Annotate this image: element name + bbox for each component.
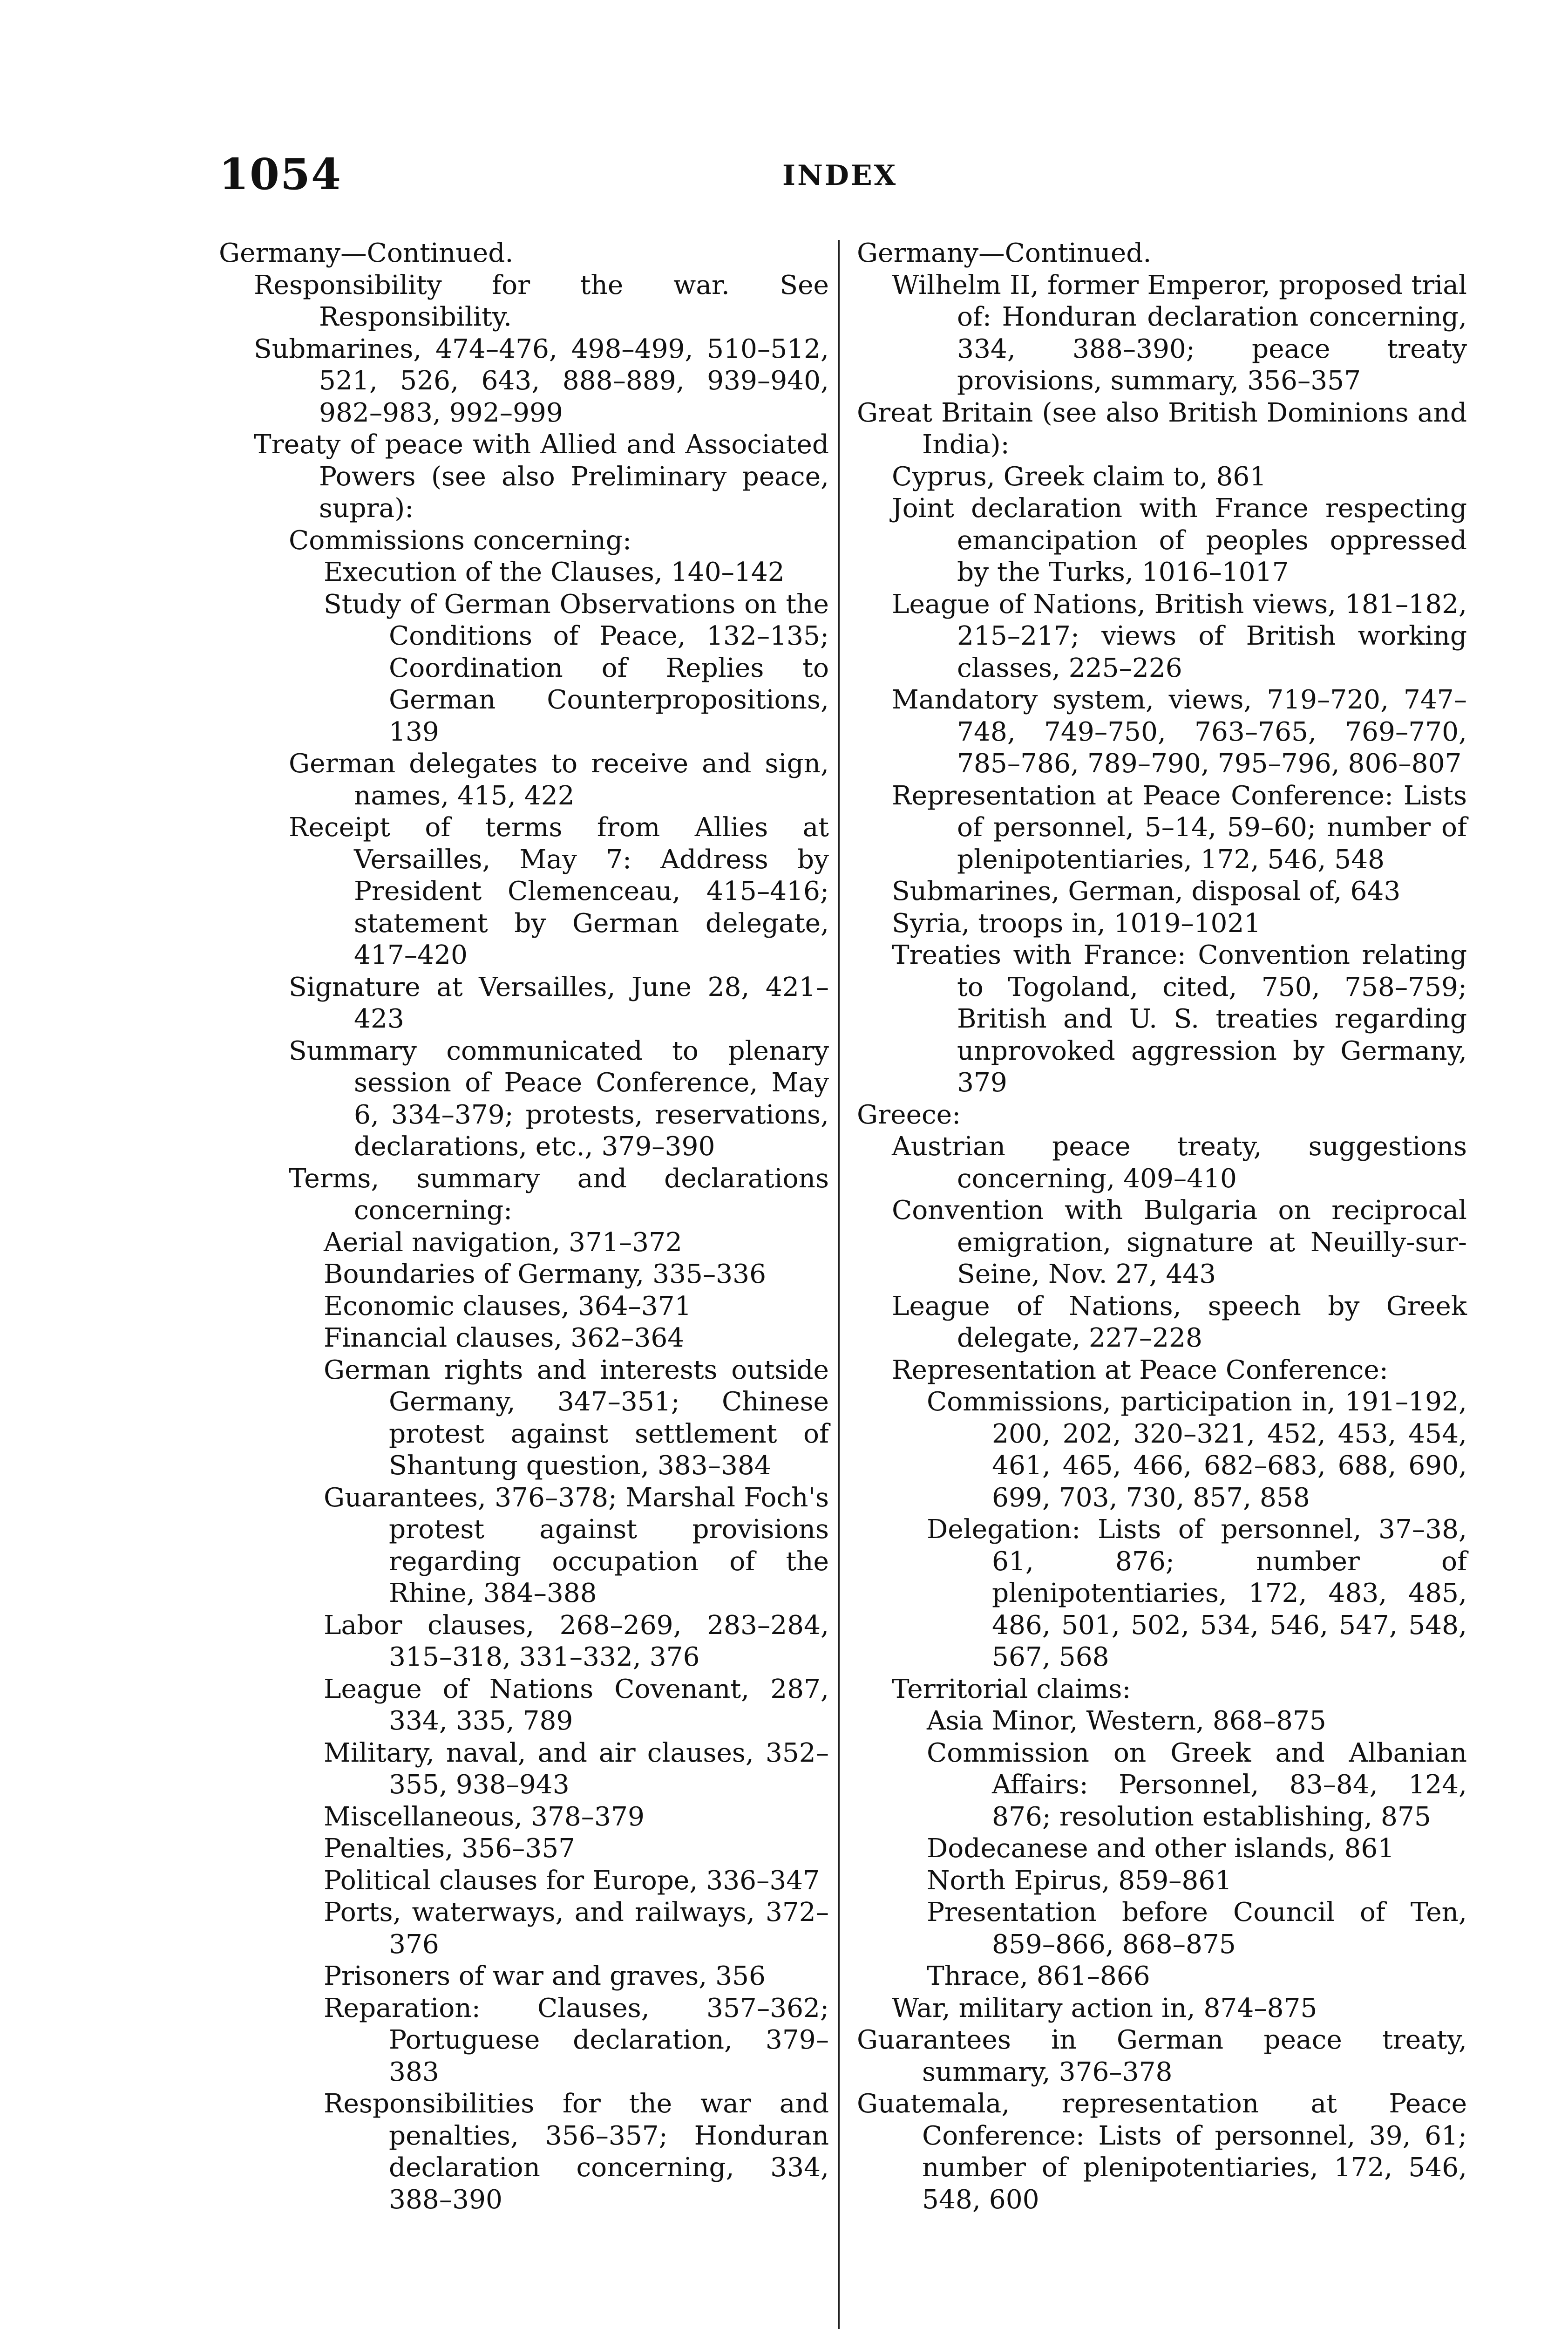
index-entry: Aerial navigation, 371–372 xyxy=(324,1227,682,1258)
index-entry: Territorial claims: xyxy=(892,1674,1131,1704)
index-entry: Labor clauses, 268–269, 283–284, 315–318, 331–332, 376 xyxy=(324,1610,829,1672)
index-entry: Military, naval, and air clauses, 352–355, 938–943 xyxy=(324,1737,829,1800)
index-entry: Ports, waterways, and railways, 372–376 xyxy=(324,1897,829,1960)
index-entry: Asia Minor, Western, 868–875 xyxy=(927,1706,1326,1736)
index-entry: Responsibilities for the war and penalties, 356–357; Honduran declaration concerning, 334, 388–390 xyxy=(324,2089,829,2215)
index-entry: Submarines, German, disposal of, 643 xyxy=(892,876,1401,906)
index-entry: Wilhelm II, former Emperor, proposed trial of: Honduran declaration concerning, 334, 388–390; peace treaty provisions, summary, 356–357 xyxy=(892,270,1467,396)
index-entry: Commissions concerning: xyxy=(289,525,632,556)
index-entry: League of Nations Covenant, 287, 334, 335, 789 xyxy=(324,1674,829,1736)
index-entry: Economic clauses, 364–371 xyxy=(324,1291,692,1321)
index-entry: Execution of the Clauses, 140–142 xyxy=(324,557,785,587)
index-entry: Terms, summary and declarations concerning: xyxy=(289,1163,829,1226)
index-entry: North Epirus, 859–861 xyxy=(927,1865,1232,1896)
index-entry: War, military action in, 874–875 xyxy=(892,1993,1317,2023)
index-entry: League of Nations, British views, 181–182, 215–217; views of British working classes, 225–226 xyxy=(892,589,1467,683)
index-entry: Germany—Continued. xyxy=(219,238,514,268)
index-entry: Prisoners of war and graves, 356 xyxy=(324,1961,766,1991)
index-entry: Joint declaration with France respecting emancipation of peoples oppressed by the Turks, 1016–1017 xyxy=(892,493,1467,587)
index-entry: Study of German Observations on the Conditions of Peace, 132–135; Coordination of Replies to German Counterpropositions, 139 xyxy=(324,589,829,747)
page-header xyxy=(0,149,1568,200)
index-entry: German rights and interests outside Germany, 347–351; Chinese protest against settlement of Shantung question, 383–384 xyxy=(324,1355,829,1481)
index-entry: German delegates to receive and sign, names, 415, 422 xyxy=(289,749,829,811)
index-entry: Treaties with France: Convention relating to Togoland, cited, 750, 758–759; British and U. S. treaties regarding unprovoked aggression by Germany, 379 xyxy=(892,940,1467,1098)
index-entry: Treaty of peace with Allied and Associated Powers (see also Preliminary peace, supra): xyxy=(254,429,829,524)
index-entry: Presentation before Council of Ten, 859–866, 868–875 xyxy=(927,1897,1467,1960)
page-number: 1054 xyxy=(219,149,342,199)
running-head: INDEX xyxy=(782,159,898,192)
index-entry: Boundaries of Germany, 335–336 xyxy=(324,1259,767,1289)
index-entry: Greece: xyxy=(857,1099,961,1130)
index-entry: Signature at Versailles, June 28, 421–423 xyxy=(289,972,829,1034)
index-entry: Reparation: Clauses, 357–362; Portuguese declaration, 379–383 xyxy=(324,1993,829,2087)
index-entry: Commissions, participation in, 191–192, 200, 202, 320–321, 452, 453, 454, 461, 465, 466, 682–683, 688, 690, 699, 703, 730, 857, 858 xyxy=(927,1387,1467,1513)
index-entry: Miscellaneous, 378–379 xyxy=(324,1801,645,1832)
index-entry: Austrian peace treaty, suggestions concerning, 409–410 xyxy=(892,1131,1467,1194)
index-entry: Guarantees in German peace treaty, summary, 376–378 xyxy=(857,2025,1467,2087)
index-entry: Summary communicated to plenary session of Peace Conference, May 6, 334–379; protests, reservations, declarations, etc., 379–390 xyxy=(289,1035,829,1162)
index-entry: Convention with Bulgaria on reciprocal emigration, signature at Neuilly-sur-Seine, Nov. 27, 443 xyxy=(892,1195,1467,1289)
index-entry: Commission on Greek and Albanian Affairs: Personnel, 83–84, 124, 876; resolution establishing, 875 xyxy=(927,1737,1467,1832)
index-entry: Financial clauses, 362–364 xyxy=(324,1323,685,1353)
index-entry: Penalties, 356–357 xyxy=(324,1833,576,1864)
index-entry: Germany—Continued. xyxy=(857,238,1152,268)
index-entry: Representation at Peace Conference: xyxy=(892,1355,1388,1385)
index-column-left xyxy=(219,238,829,2216)
index-entry: Thrace, 861–866 xyxy=(927,1961,1150,1991)
index-entry: Mandatory system, views, 719–720, 747–748, 749–750, 763–765, 769–770, 785–786, 789–790, 795–796, 806–807 xyxy=(892,685,1467,779)
index-entry: Great Britain (see also British Dominions and India): xyxy=(857,397,1467,460)
index-entry: Guarantees, 376–378; Marshal Foch's protest against provisions regarding occupation of the Rhine, 384–388 xyxy=(324,1482,829,1608)
index-entry: Syria, troops in, 1019–1021 xyxy=(892,908,1261,939)
index-entry: Dodecanese and other islands, 861 xyxy=(927,1833,1395,1864)
index-entry: Submarines, 474–476, 498–499, 510–512, 521, 526, 643, 888–889, 939–940, 982–983, 992–999 xyxy=(254,334,829,428)
column-divider xyxy=(838,240,840,2329)
index-column-right xyxy=(857,238,1467,2216)
index-entry: Representation at Peace Conference: Lists of personnel, 5–14, 59–60; number of plenipotentiaries, 172, 546, 548 xyxy=(892,780,1467,875)
index-entry: Responsibility for the war. See Responsibility. xyxy=(254,270,829,332)
index-entry: Delegation: Lists of personnel, 37–38, 61, 876; number of plenipotentiaries, 172, 483, 485, 486, 501, 502, 534, 546, 547, 548, 567, 568 xyxy=(927,1514,1467,1672)
index-entry: Guatemala, representation at Peace Conference: Lists of personnel, 39, 61; number of plenipotentiaries, 172, 546, 548, 600 xyxy=(857,2089,1467,2215)
index-entry: Political clauses for Europe, 336–347 xyxy=(324,1865,820,1896)
index-entry: Cyprus, Greek claim to, 861 xyxy=(892,461,1267,492)
index-entry: League of Nations, speech by Greek delegate, 227–228 xyxy=(892,1291,1467,1353)
index-entry: Receipt of terms from Allies at Versailles, May 7: Address by President Clemenceau, 415–416; statement by German delegate, 417–420 xyxy=(289,812,829,970)
